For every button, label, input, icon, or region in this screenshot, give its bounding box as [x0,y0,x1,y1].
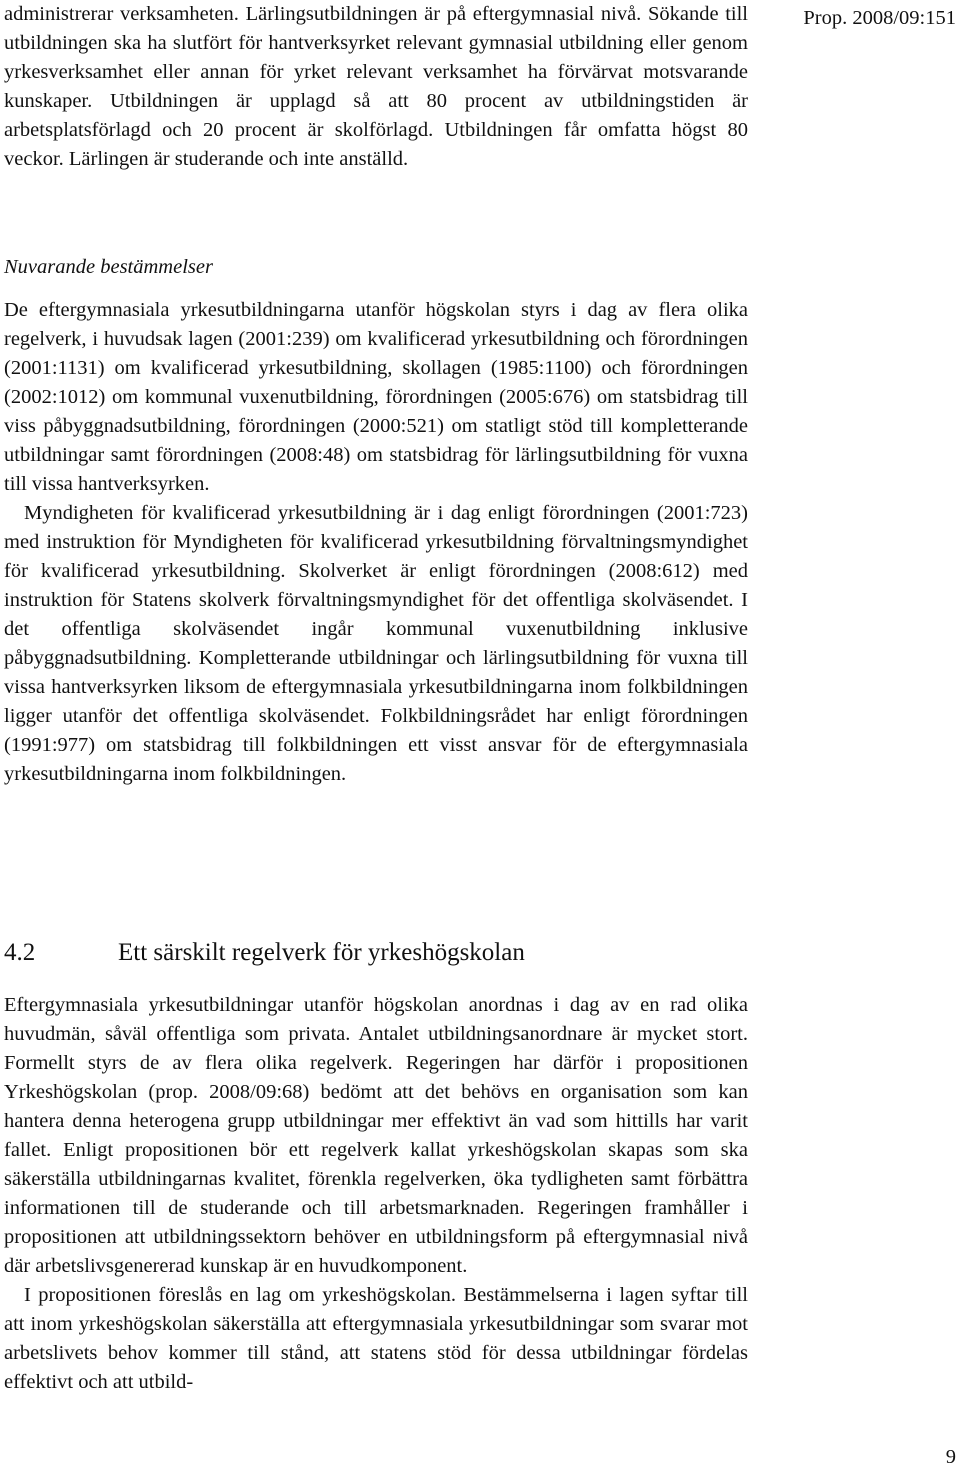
current-provisions-body [4,296,748,789]
section-title: Ett särskilt regelverk för yrkeshögskolan [118,939,525,966]
section-number: 4.2 [4,939,36,966]
section-4-2-body [4,991,748,1397]
body-paragraph: De eftergymnasiala yrkesutbildningarna utanför högskolan styrs i dag av flera olika regelverk, i huvudsak lagen (2001:239) om kvalificerad yrkesutbildning och förordningen (2001:1131) om kvalificerad yrkesutbildning, skollagen (1985:1100) och förordningen (2002:1012) om kommunal vuxenutbildning, förordningen (2005:676) om statsbidrag till viss påbyggnadsutbildning, förordningen (2000:521) om statligt stöd till kompletterande utbildningar samt förordningen (2008:48) om statsbidrag för lärlingsutbildning för vuxna till vissa hantverksyrken. [4,299,748,495]
section-heading [4,936,525,970]
page-number: 9 [945,1446,956,1468]
body-paragraph: Myndigheten för kvalificerad yrkesutbildning är i dag enligt förordningen (2001:723) med instruktion för Myndigheten för kvalificerad yrkesutbildning förvaltningsmyndighet för kvalificerad yrkesutbildning. Skolverket är enligt förordningen (2008:612) med instruktion för Statens skolverk förvaltningsmyndighet för det offentliga skolväsendet. I det offentliga skolväsendet ingår kommunal vuxenutbildning inklusive påbyggnadsutbildning. Kompletterande utbildningar och lärlingsutbildning för vuxna till vissa hantverksyrken liksom de eftergymnasiala yrkesutbildningarna inom folkbildningen ligger utanför det offentliga skolväsendet. Folkbildningsrådet har enligt förordningen (1991:977) om statsbidrag till folkbildningen ett visst ansvar för de eftergymnasiala yrkesutbildningarna inom folkbildningen. [4,502,748,785]
body-paragraph: Eftergymnasiala yrkesutbildningar utanför högskolan anordnas i dag av en rad olika huvudmän, såväl offentliga som privata. Antalet utbildningsanordnare är mycket stort. Formellt styrs de av flera olika regelverk. Regeringen har därför i propositionen Yrkeshögskolan (prop. 2008/09:68) bedömt att det behövs en organisation som kan hantera denna heterogena grupp utbildningar mer effektivt än vad som hittills har varit fallet. Enligt propositionen bör ett regelverk kallat yrkeshögskolan skapas som ska säkerställa utbildningarnas kvalitet, förenkla regelverken, öka tydligheten samt förbättra informationen till de studerande och till arbetsmarknaden. Regeringen framhåller i propositionen att utbildningssektorn behöver en utbildningsform på eftergymnasial nivå där arbetslivsgenererad kunskap är en huvudkomponent. [4,994,748,1277]
running-head: Prop. 2008/09:151 [803,7,956,29]
section-subheading: Nuvarande bestämmelser [4,256,213,278]
top-paragraph: administrerar verksamheten. Lärlingsutbildningen är på eftergymnasial nivå. Sökande till utbildningen ska ha slutfört för hantverksyrket relevant gymnasial utbildning eller genom yrkesverksamhet eller annan för yrket relevant verksamhet ha förvärvat motsvarande kunskaper. Utbildningen är upplagd så att 80 procent av utbildningstiden är arbetsplatsförlagd och 20 procent är skolförlagd. Utbildningen får omfatta högst 80 veckor. Lärlingen är studerande och inte anställd. [4,3,748,170]
top-text-block [4,0,748,174]
body-paragraph: I propositionen föreslås en lag om yrkeshögskolan. Bestämmelserna i lagen syftar till att inom yrkeshögskolan säkerställa att eftergymnasiala yrkesutbildningar som svarar mot arbetslivets behov kommer till stånd, att statens stöd för dessa utbildningar fördelas effektivt och att utbild- [4,1284,748,1393]
